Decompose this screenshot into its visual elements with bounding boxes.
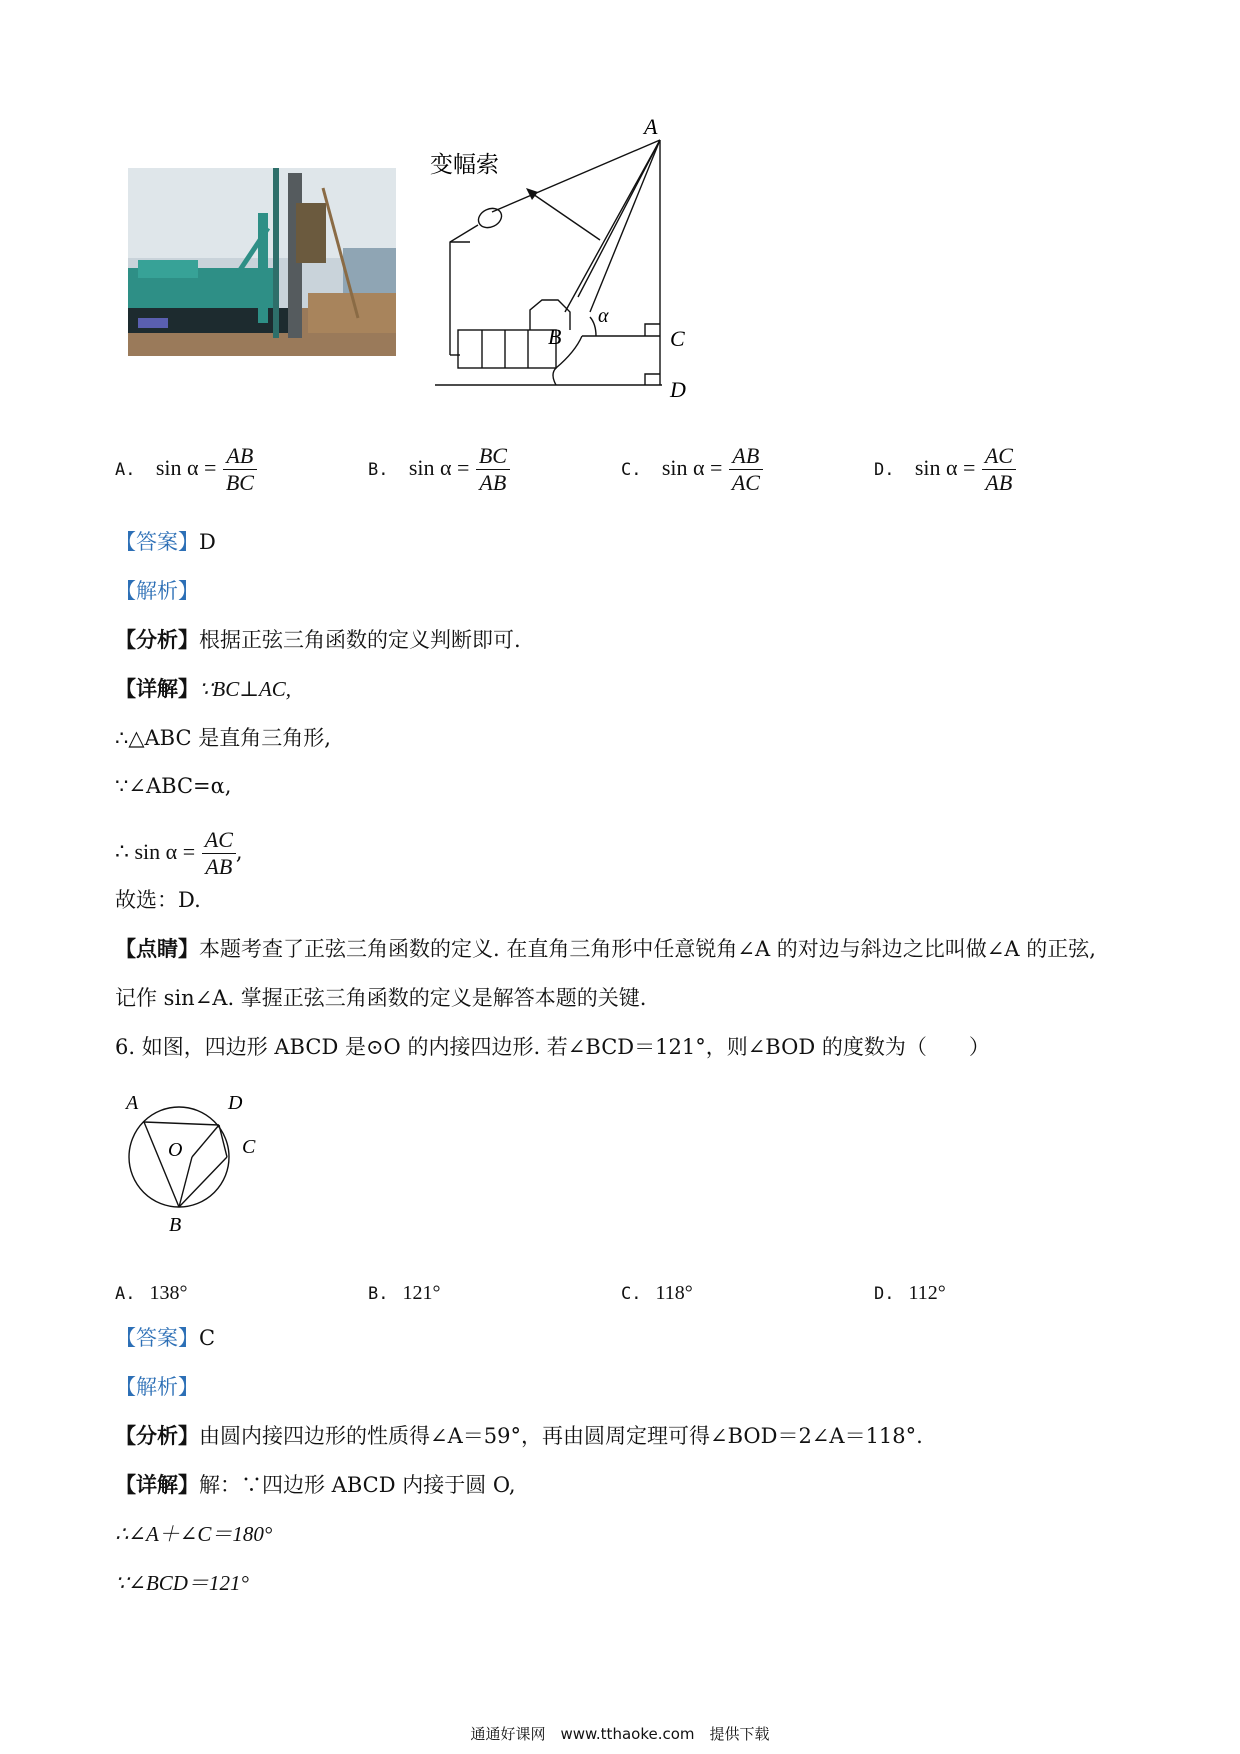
q5-option-a [115,443,257,496]
crane-photo-drawing [128,168,396,356]
q5-fenxi-line [115,625,521,655]
q5-xiangjie-line [115,674,291,704]
step-prefix: ∴ sin α = [115,839,196,864]
option-text: 112° [908,1282,946,1304]
q6-question [115,1032,990,1062]
fraction-denominator: BC [225,470,254,495]
option-fraction [982,443,1016,496]
label-alpha: α [598,305,609,327]
q5-conclusion-line [115,885,201,915]
analysis-tag: 【解析】 [115,579,199,603]
step-text: ∵BC⊥AC, [199,677,292,701]
option-fraction [729,443,763,496]
page-footer: 通通好课网 www.tthaoke.com 提供下载 [470,1725,770,1743]
fraction-numerator: AB [223,443,257,470]
point-o-label: O [168,1139,183,1161]
option-letter: B. [368,460,389,480]
circle-diagram-svg [120,1085,280,1235]
step-text: ∵∠ABC=α, [115,774,232,798]
dianjing-tag: 【点睛】 [115,936,199,961]
fraction-denominator: AB [985,470,1013,495]
fenxi-text: 由圆内接四边形的性质得∠A＝59°，再由圆周定理可得∠BOD＝2∠A＝118°. [199,1424,923,1448]
option-text: 138° [149,1282,188,1304]
q6-step3-line [115,1568,249,1598]
q6-xiangjie-line [115,1470,516,1500]
fraction-denominator: AC [731,470,760,495]
q6-analysis-line [115,1372,199,1402]
option-prefix: sin α = [408,455,470,480]
point-a-label: A [126,1092,139,1114]
step-text: ∴∠A＋∠C＝180° [115,1522,273,1546]
point-d-label: D [228,1092,243,1114]
label-c: C [670,326,685,351]
dianjing-text-2: 记作 sin∠A. 掌握正弦三角函数的定义是解答本题的关键. [115,986,647,1010]
q6-fenxi-line [115,1421,923,1451]
answer-tag: 【答案】 [115,530,199,554]
q5-analysis-line [115,576,199,606]
fraction-denominator: AB [479,470,507,495]
answer-tag: 【答案】 [115,1326,199,1350]
conclusion-text: 故选：D. [115,888,201,912]
q5-step4-line [115,822,243,882]
option-text: 118° [655,1282,693,1304]
xiangjie-tag: 【详解】 [115,1472,199,1497]
fenxi-tag: 【分析】 [115,627,199,652]
point-c-label: C [242,1136,256,1158]
answer-value: C [199,1326,216,1350]
q6-answer-line [115,1323,215,1353]
option-letter: D. [874,1284,895,1304]
option-letter: B. [368,1284,389,1304]
option-letter: D. [874,460,895,480]
crane-diagram [430,112,710,402]
q5-option-c [621,443,763,496]
q6-option-a [115,1280,187,1305]
q5-dianjing-line-2 [115,983,646,1013]
fenxi-tag: 【分析】 [115,1423,199,1448]
xiangjie-tag: 【详解】 [115,676,199,701]
option-prefix: sin α = [661,455,723,480]
fraction-denominator: AB [205,854,233,879]
option-letter: A. [115,460,136,480]
option-letter: C. [621,1284,642,1304]
crane-diagram-svg [430,112,710,402]
step-text: ∴△ABC 是直角三角形, [115,726,331,750]
answer-value: D [199,530,216,554]
q5-option-b [368,443,510,496]
q5-dianjing-line [115,934,1096,964]
fraction-numerator: AB [729,443,763,470]
fraction-numerator: AC [982,443,1016,470]
option-prefix: sin α = [914,455,976,480]
option-text: 121° [402,1282,441,1304]
fraction-numerator: AC [202,827,236,854]
arrow-head-icon [526,188,538,200]
fenxi-text: 根据正弦三角函数的定义判断即可. [199,628,521,652]
circle-diagram [120,1085,280,1235]
q6-option-d [874,1280,946,1305]
label-b: B [548,324,562,349]
crane-photo [128,168,396,356]
dianjing-text: 本题考查了正弦三角函数的定义. 在直角三角形中任意锐角∠A 的对边与斜边之比叫做∠A 的正弦, [199,937,1096,961]
q6-step2-line [115,1519,272,1549]
q5-option-d [874,443,1016,496]
q5-step2-line [115,723,331,753]
analysis-tag: 【解析】 [115,1375,199,1399]
xiangjie-text: 解：∵四边形 ABCD 内接于圆 O, [199,1473,516,1497]
label-d: D [670,377,686,402]
point-b-label: B [169,1214,182,1235]
label-a: A [644,114,658,139]
fraction-numerator: BC [476,443,510,470]
q5-answer-line [115,527,216,557]
option-prefix: sin α = [155,455,217,480]
step-text: ∵∠BCD＝121° [115,1571,249,1595]
label-rope: 变幅索 [430,152,499,178]
question-text: 6. 如图，四边形 ABCD 是⊙O 的内接四边形. 若∠BCD＝121°，则∠BOD 的度数为（ ） [115,1035,990,1059]
option-letter: C. [621,460,642,480]
step-fraction [202,827,236,880]
q5-step3-line [115,771,231,801]
option-letter: A. [115,1284,136,1304]
q6-option-b [368,1280,440,1305]
step-suffix: , [235,840,243,864]
q6-option-c [621,1280,693,1305]
option-fraction [476,443,510,496]
option-fraction [223,443,257,496]
